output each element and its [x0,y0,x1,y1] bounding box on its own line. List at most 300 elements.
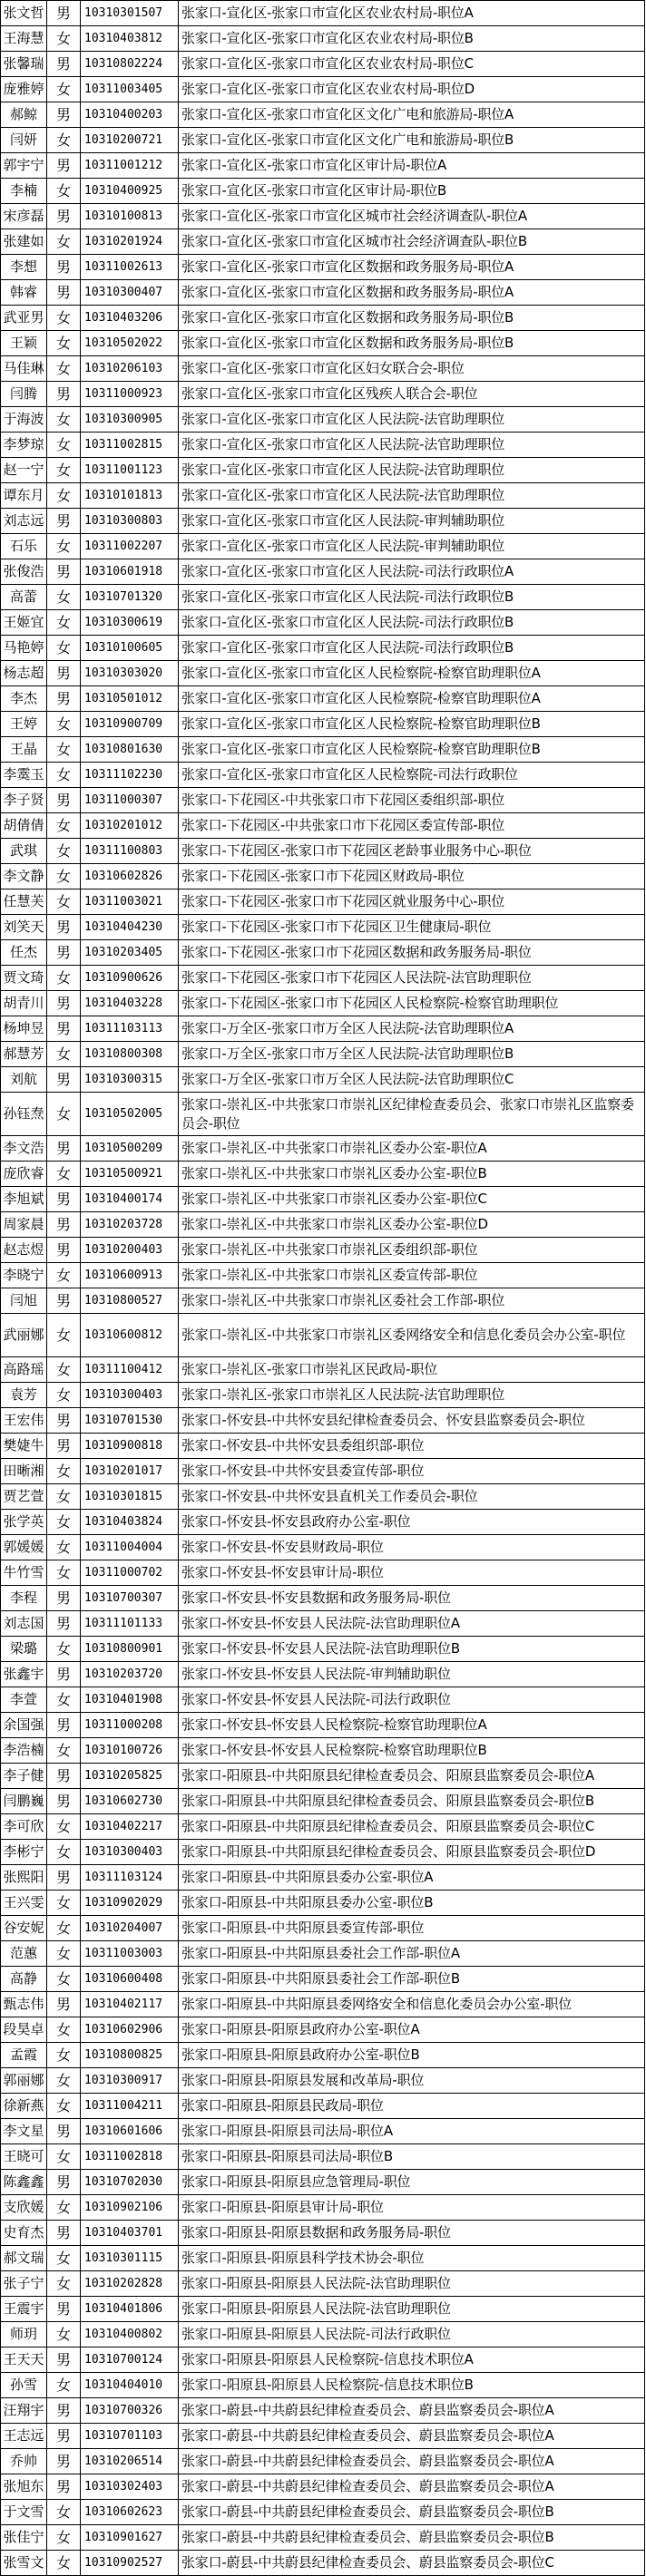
id-cell: 10310403824 [81,1510,179,1535]
table-row [1,1789,645,1814]
id-cell: 10311000208 [81,1713,179,1738]
gender-cell: 女 [47,306,81,331]
gender-cell: 女 [47,1042,81,1067]
id-cell: 10310500209 [81,1136,179,1162]
id-cell: 10310403228 [81,991,179,1016]
id-cell: 10310500921 [81,1162,179,1187]
table-row [1,1288,645,1314]
table-row [1,2398,645,2424]
table-row [1,2246,645,2271]
name-cell: 李彬宁 [1,1840,47,1865]
name-cell: 支欣媛 [1,2195,47,2221]
table-row [1,26,645,52]
table-row [1,1136,645,1162]
name-cell: 张建如 [1,229,47,255]
id-cell: 10310501012 [81,686,179,712]
gender-cell: 女 [47,2195,81,2221]
position-cell: 张家口-怀安县-怀安县财政局-职位 [179,1535,645,1560]
id-cell: 10310402217 [81,1814,179,1840]
position-cell: 张家口-下花园区-张家口市下花园区人民法院-法官助理职位 [179,966,645,991]
name-cell: 宋彦磊 [1,204,47,229]
name-cell: 李子健 [1,1764,47,1789]
id-cell: 10310502005 [81,1093,179,1136]
id-cell: 10310901627 [81,2525,179,2551]
position-cell: 张家口-宣化区-张家口市宣化区人民检察院-司法行政职位 [179,763,645,788]
name-cell: 余国强 [1,1713,47,1738]
gender-cell: 女 [47,458,81,483]
gender-cell: 女 [47,356,81,382]
position-cell: 张家口-蔚县-中共蔚县纪律检查委员会、蔚县监察委员会-职位C [179,2551,645,2576]
name-cell: 赵志煜 [1,1238,47,1263]
table-row [1,763,645,788]
position-cell: 张家口-宣化区-张家口市宣化区农业农村局-职位A [179,1,645,26]
table-row [1,179,645,204]
table-row [1,1162,645,1187]
name-cell: 马艳婷 [1,636,47,661]
table-row [1,2068,645,2094]
position-cell: 张家口-下花园区-张家口市下花园区人民检察院-检察官助理职位 [179,991,645,1016]
gender-cell: 女 [47,2017,81,2043]
position-cell: 张家口-崇礼区-张家口市崇礼区民政局-职位 [179,1357,645,1383]
id-cell: 10310201017 [81,1459,179,1484]
table-row [1,940,645,966]
name-cell: 庞欣睿 [1,1162,47,1187]
position-cell: 张家口-宣化区-张家口市宣化区人民法院-审判辅助职位 [179,509,645,534]
table-row [1,2322,645,2348]
table-row [1,356,645,382]
position-cell: 张家口-阳原县-阳原县人民法院-司法行政职位 [179,2322,645,2348]
name-cell: 王婷 [1,712,47,737]
name-cell: 闫旭 [1,1288,47,1314]
gender-cell: 女 [47,1891,81,1916]
position-cell: 张家口-阳原县-阳原县司法局-职位A [179,2119,645,2144]
gender-cell: 男 [47,661,81,686]
id-cell: 10310900709 [81,712,179,737]
position-cell: 张家口-宣化区-张家口市宣化区人民法院-法官助理职位 [179,407,645,433]
position-cell: 张家口-蔚县-中共蔚县纪律检查委员会、蔚县监察委员会-职位A [179,2398,645,2424]
gender-cell: 男 [47,788,81,813]
position-cell: 张家口-蔚县-中共蔚县纪律检查委员会、蔚县监察委员会-职位B [179,2500,645,2525]
id-cell: 10310300315 [81,1067,179,1093]
table-row [1,966,645,991]
position-cell: 张家口-崇礼区-中共张家口市崇礼区委宣传部-职位 [179,1263,645,1288]
position-cell: 张家口-宣化区-张家口市宣化区人民法院-法官助理职位 [179,458,645,483]
table-row [1,331,645,356]
gender-cell: 女 [47,483,81,509]
gender-cell: 女 [47,1357,81,1383]
name-cell: 张俊浩 [1,559,47,585]
candidate-table-body [1,1,645,2576]
id-cell: 10310902106 [81,2195,179,2221]
position-cell: 张家口-崇礼区-中共张家口市崇礼区委办公室-职位A [179,1136,645,1162]
name-cell: 段昊卓 [1,2017,47,2043]
id-cell: 10310203405 [81,940,179,966]
table-row [1,737,645,763]
name-cell: 孟霞 [1,2043,47,2068]
gender-cell: 女 [47,763,81,788]
id-cell: 10310300403 [81,1383,179,1408]
table-row [1,2424,645,2449]
id-cell: 10311001212 [81,153,179,179]
name-cell: 韩睿 [1,280,47,306]
position-cell: 张家口-宣化区-张家口市宣化区人民法院-法官助理职位 [179,483,645,509]
gender-cell: 男 [47,1764,81,1789]
table-row [1,2373,645,2398]
table-row [1,712,645,737]
id-cell: 10310802224 [81,52,179,77]
name-cell: 刘志国 [1,1611,47,1637]
name-cell: 胡青川 [1,991,47,1016]
table-row [1,2043,645,2068]
name-cell: 高蕾 [1,585,47,610]
name-cell: 张鑫宇 [1,1662,47,1687]
table-row [1,2348,645,2373]
name-cell: 乔帅 [1,2449,47,2474]
position-cell: 张家口-宣化区-张家口市宣化区妇女联合会-职位 [179,356,645,382]
position-cell: 张家口-怀安县-怀安县政府办公室-职位 [179,1510,645,1535]
table-row [1,839,645,864]
name-cell: 李浩楠 [1,1738,47,1764]
gender-cell: 男 [47,382,81,407]
position-cell: 张家口-怀安县-怀安县数据和政务服务局-职位 [179,1586,645,1611]
table-row [1,1,645,26]
name-cell: 郝文瑞 [1,2246,47,2271]
gender-cell: 女 [47,1535,81,1560]
name-cell: 李萱 [1,1687,47,1713]
table-row [1,433,645,458]
id-cell: 10311000702 [81,1560,179,1586]
table-row [1,915,645,940]
id-cell: 10310303020 [81,661,179,686]
name-cell: 樊婕牛 [1,1434,47,1459]
name-cell: 郭丽娜 [1,2068,47,2094]
position-cell: 张家口-下花园区-中共张家口市下花园区委宣传部-职位 [179,813,645,839]
id-cell: 10310600913 [81,1263,179,1288]
name-cell: 闫鹏巍 [1,1789,47,1814]
gender-cell: 男 [47,1865,81,1891]
id-cell: 10310702030 [81,2170,179,2195]
gender-cell: 女 [47,1840,81,1865]
gender-cell: 女 [47,1510,81,1535]
gender-cell: 男 [47,1586,81,1611]
table-row [1,636,645,661]
id-cell: 10310203728 [81,1212,179,1238]
position-cell: 张家口-蔚县-中共蔚县纪律检查委员会、蔚县监察委员会-职位A [179,2449,645,2474]
name-cell: 汪翔宇 [1,2398,47,2424]
position-cell: 张家口-怀安县-怀安县审计局-职位 [179,1560,645,1586]
table-row [1,1383,645,1408]
table-row [1,813,645,839]
position-cell: 张家口-阳原县-阳原县民政局-职位 [179,2094,645,2119]
name-cell: 张旭东 [1,2474,47,2500]
table-row [1,2170,645,2195]
gender-cell: 女 [47,229,81,255]
position-cell: 张家口-崇礼区-中共张家口市崇礼区委组织部-职位 [179,1238,645,1263]
gender-cell: 女 [47,534,81,559]
gender-cell: 男 [47,2398,81,2424]
gender-cell: 男 [47,153,81,179]
gender-cell: 女 [47,1687,81,1713]
table-row [1,1434,645,1459]
position-cell: 张家口-崇礼区-中共张家口市崇礼区委办公室-职位D [179,1212,645,1238]
id-cell: 10310502022 [81,331,179,356]
id-cell: 10310201924 [81,229,179,255]
table-row [1,204,645,229]
position-cell: 张家口-阳原县-中共阳原县委宣传部-职位 [179,1916,645,1941]
name-cell: 贾文琦 [1,966,47,991]
id-cell: 10311100803 [81,839,179,864]
table-row [1,2500,645,2525]
name-cell: 范蕙 [1,1941,47,1967]
table-row [1,1510,645,1535]
id-cell: 10310403701 [81,2221,179,2246]
table-row [1,1093,645,1136]
name-cell: 王颖 [1,331,47,356]
id-cell: 10310700307 [81,1586,179,1611]
gender-cell: 男 [47,204,81,229]
position-cell: 张家口-宣化区-张家口市宣化区人民法院-法官助理职位 [179,433,645,458]
gender-cell: 女 [47,1560,81,1586]
position-cell: 张家口-怀安县-怀安县人民法院-法官助理职位B [179,1637,645,1662]
id-cell: 10310400174 [81,1187,179,1212]
name-cell: 郭宇宁 [1,153,47,179]
position-cell: 张家口-宣化区-张家口市宣化区审计局-职位B [179,179,645,204]
position-cell: 张家口-宣化区-张家口市宣化区文化广电和旅游局-职位B [179,128,645,153]
name-cell: 武亚男 [1,306,47,331]
id-cell: 10310301815 [81,1484,179,1510]
gender-cell: 女 [47,2246,81,2271]
table-row [1,1891,645,1916]
gender-cell: 男 [47,1136,81,1162]
gender-cell: 男 [47,915,81,940]
position-cell: 张家口-宣化区-张家口市宣化区人民法院-审判辅助职位 [179,534,645,559]
name-cell: 王兴雯 [1,1891,47,1916]
gender-cell: 女 [47,1814,81,1840]
gender-cell: 男 [47,1288,81,1314]
table-row [1,1314,645,1357]
position-cell: 张家口-怀安县-怀安县人民检察院-检察官助理职位A [179,1713,645,1738]
id-cell: 10310602906 [81,2017,179,2043]
table-row [1,306,645,331]
position-cell: 张家口-宣化区-张家口市宣化区人民法院-司法行政职位B [179,585,645,610]
name-cell: 郝慧芳 [1,1042,47,1067]
position-cell: 张家口-阳原县-中共阳原县委办公室-职位B [179,1891,645,1916]
name-cell: 张馨瑞 [1,52,47,77]
name-cell: 刘志远 [1,509,47,534]
id-cell: 10311003021 [81,889,179,915]
gender-cell: 男 [47,102,81,128]
table-row [1,610,645,636]
table-row [1,1042,645,1067]
gender-cell: 女 [47,1263,81,1288]
table-row [1,2144,645,2170]
position-cell: 张家口-怀安县-怀安县人民法院-审判辅助职位 [179,1662,645,1687]
table-row [1,1865,645,1891]
table-row [1,1738,645,1764]
position-cell: 张家口-宣化区-张家口市宣化区文化广电和旅游局-职位A [179,102,645,128]
gender-cell: 女 [47,1484,81,1510]
gender-cell: 女 [47,2043,81,2068]
position-cell: 张家口-阳原县-阳原县人民法院-法官助理职位 [179,2271,645,2297]
id-cell: 10310400203 [81,102,179,128]
table-row [1,407,645,433]
position-cell: 张家口-怀安县-中共怀安县委宣传部-职位 [179,1459,645,1484]
position-cell: 张家口-阳原县-中共阳原县委办公室-职位A [179,1865,645,1891]
position-cell: 张家口-宣化区-张家口市宣化区数据和政务服务局-职位B [179,331,645,356]
id-cell: 10310200403 [81,1238,179,1263]
name-cell: 张佳宁 [1,2525,47,2551]
table-row [1,2449,645,2474]
id-cell: 10311000923 [81,382,179,407]
position-cell: 张家口-阳原县-阳原县发展和改革局-职位 [179,2068,645,2094]
table-row [1,1187,645,1212]
name-cell: 孙钰焘 [1,1093,47,1136]
position-cell: 张家口-宣化区-张家口市宣化区人民法院-司法行政职位A [179,559,645,585]
name-cell: 李霙玉 [1,763,47,788]
name-cell: 李子贤 [1,788,47,813]
gender-cell: 男 [47,1611,81,1637]
gender-cell: 男 [47,1789,81,1814]
table-row [1,534,645,559]
position-cell: 张家口-下花园区-张家口市下花园区老龄事业服务中心-职位 [179,839,645,864]
id-cell: 10311004211 [81,2094,179,2119]
table-row [1,2017,645,2043]
table-row [1,102,645,128]
gender-cell: 女 [47,889,81,915]
table-row [1,788,645,813]
gender-cell: 女 [47,813,81,839]
table-row [1,889,645,915]
id-cell: 10310601606 [81,2119,179,2144]
id-cell: 10310100813 [81,204,179,229]
gender-cell: 女 [47,1383,81,1408]
table-row [1,2525,645,2551]
gender-cell: 女 [47,1314,81,1357]
table-row [1,1459,645,1484]
position-cell: 张家口-阳原县-阳原县人民检察院-信息技术职位A [179,2348,645,2373]
gender-cell: 女 [47,864,81,889]
id-cell: 10311002815 [81,433,179,458]
gender-cell: 男 [47,1187,81,1212]
table-row [1,280,645,306]
gender-cell: 男 [47,1016,81,1042]
position-cell: 张家口-蔚县-中共蔚县纪律检查委员会、蔚县监察委员会-职位B [179,2525,645,2551]
gender-cell: 女 [47,1738,81,1764]
name-cell: 闫妍 [1,128,47,153]
position-cell: 张家口-崇礼区-中共张家口市崇礼区委办公室-职位C [179,1187,645,1212]
id-cell: 10310800308 [81,1042,179,1067]
table-row [1,1016,645,1042]
id-cell: 10310801630 [81,737,179,763]
name-cell: 王晶 [1,737,47,763]
name-cell: 李梦琼 [1,433,47,458]
position-cell: 张家口-阳原县-中共阳原县委社会工作部-职位B [179,1967,645,1992]
name-cell: 梁璐 [1,1637,47,1662]
name-cell: 李文星 [1,2119,47,2144]
id-cell: 10311004004 [81,1535,179,1560]
table-row [1,1408,645,1434]
id-cell: 10310403206 [81,306,179,331]
id-cell: 10310300403 [81,1840,179,1865]
gender-cell: 女 [47,2144,81,2170]
gender-cell: 男 [47,2221,81,2246]
gender-cell: 女 [47,407,81,433]
gender-cell: 男 [47,1067,81,1093]
position-cell: 张家口-宣化区-张家口市宣化区审计局-职位A [179,153,645,179]
id-cell: 10310701103 [81,2424,179,2449]
table-row [1,1535,645,1560]
id-cell: 10311000307 [81,788,179,813]
gender-cell: 女 [47,2525,81,2551]
position-cell: 张家口-宣化区-张家口市宣化区农业农村局-职位C [179,52,645,77]
position-cell: 张家口-宣化区-张家口市宣化区数据和政务服务局-职位B [179,306,645,331]
name-cell: 师玥 [1,2322,47,2348]
name-cell: 杨坤昱 [1,1016,47,1042]
id-cell: 10310800825 [81,2043,179,2068]
gender-cell: 女 [47,610,81,636]
name-cell: 王志远 [1,2424,47,2449]
name-cell: 李杰 [1,686,47,712]
position-cell: 张家口-宣化区-张家口市宣化区人民法院-司法行政职位B [179,636,645,661]
table-row [1,2297,645,2322]
table-row [1,128,645,153]
gender-cell: 女 [47,2500,81,2525]
position-cell: 张家口-下花园区-张家口市下花园区卫生健康局-职位 [179,915,645,940]
table-row [1,2094,645,2119]
name-cell: 李文浩 [1,1136,47,1162]
position-cell: 张家口-阳原县-阳原县司法局-职位B [179,2144,645,2170]
name-cell: 马佳琳 [1,356,47,382]
name-cell: 李想 [1,255,47,280]
id-cell: 10310206514 [81,2449,179,2474]
id-cell: 10310700326 [81,2398,179,2424]
name-cell: 赵一宁 [1,458,47,483]
position-cell: 张家口-宣化区-张家口市宣化区城市社会经济调查队-职位B [179,229,645,255]
id-cell: 10311101133 [81,1611,179,1637]
id-cell: 10310400802 [81,2322,179,2348]
id-cell: 10311103113 [81,1016,179,1042]
name-cell: 牛竹雪 [1,1560,47,1586]
table-row [1,1484,645,1510]
id-cell: 10311100412 [81,1357,179,1383]
position-cell: 张家口-怀安县-中共怀安县直机关工作委员会-职位 [179,1484,645,1510]
gender-cell: 男 [47,2474,81,2500]
name-cell: 刘笑天 [1,915,47,940]
name-cell: 田晰湘 [1,1459,47,1484]
id-cell: 10310404230 [81,915,179,940]
position-cell: 张家口-宣化区-张家口市宣化区人民法院-司法行政职位B [179,610,645,636]
id-cell: 10310300917 [81,2068,179,2094]
id-cell: 10310900818 [81,1434,179,1459]
table-row [1,52,645,77]
table-row [1,2271,645,2297]
position-cell: 张家口-宣化区-张家口市宣化区数据和政务服务局-职位A [179,280,645,306]
position-cell: 张家口-下花园区-张家口市下花园区财政局-职位 [179,864,645,889]
gender-cell: 男 [47,2297,81,2322]
name-cell: 李可欣 [1,1814,47,1840]
name-cell: 谭东月 [1,483,47,509]
name-cell: 张学英 [1,1510,47,1535]
table-row [1,1238,645,1263]
id-cell: 10310300905 [81,407,179,433]
gender-cell: 男 [47,1,81,26]
table-row [1,1713,645,1738]
position-cell: 张家口-万全区-张家口市万全区人民法院-法官助理职位C [179,1067,645,1093]
gender-cell: 女 [47,331,81,356]
gender-cell: 女 [47,1637,81,1662]
gender-cell: 女 [47,179,81,204]
table-row [1,1916,645,1941]
